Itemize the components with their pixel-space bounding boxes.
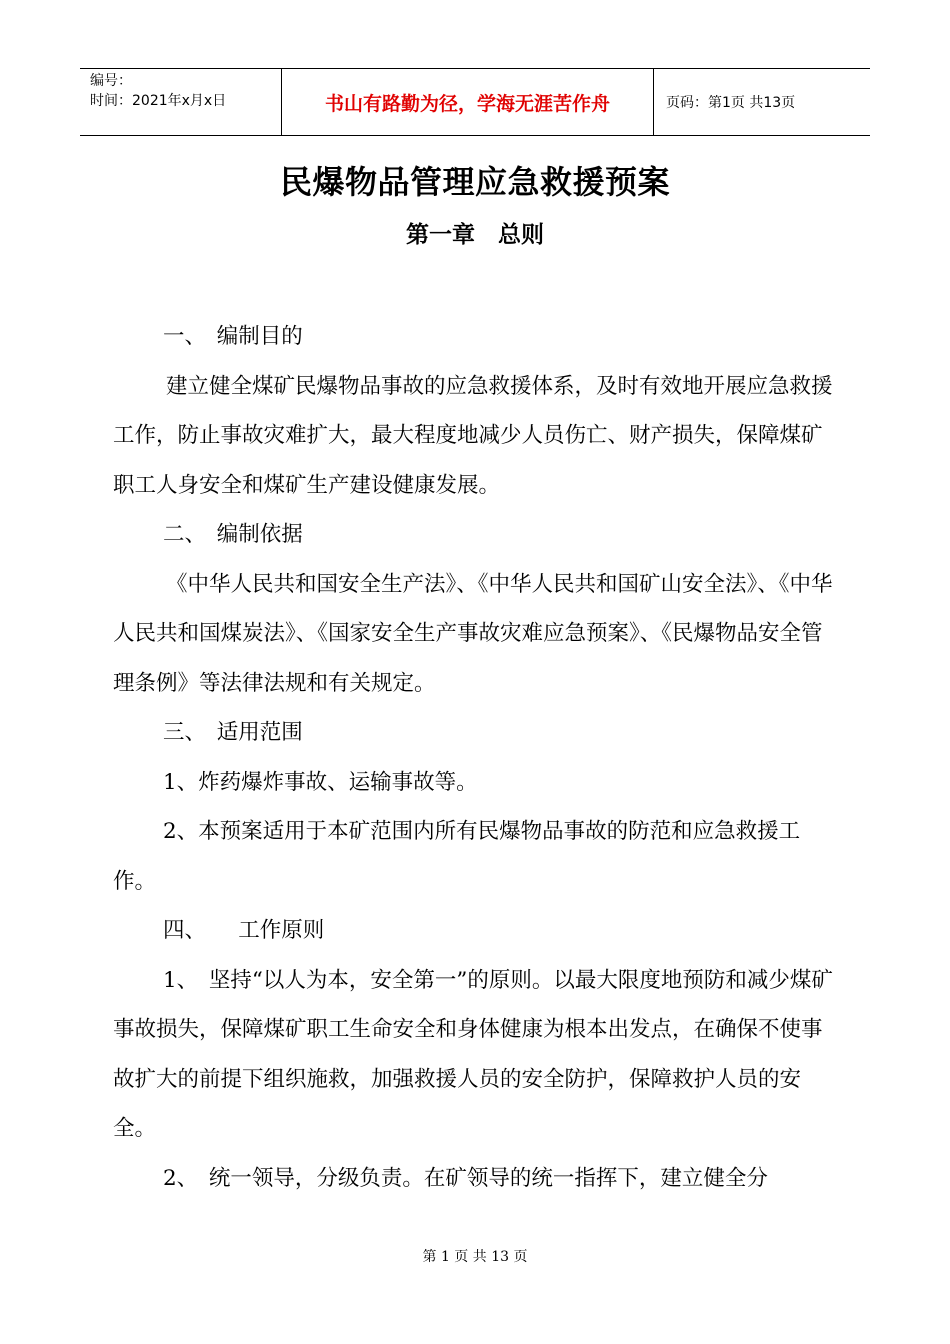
section-heading-principles: 四、 工作原则 <box>163 918 325 943</box>
header-motto: 书山有路勤为径，学海无涯苦作舟 <box>282 69 654 135</box>
document-body <box>113 312 838 1203</box>
section-heading-scope: 三、 适用范围 <box>163 720 303 745</box>
header-meta <box>80 69 282 135</box>
date-label: 时间：2021年x月x日 <box>90 93 227 109</box>
header-page-info: 页码：第1页 共13页 <box>666 95 796 111</box>
paragraph-basis: 《中华人民共和国安全生产法》、《中华人民共和国矿山安全法》、《中华人民共和国煤炭法》、《国家安全生产事故灾难应急预案》、《民爆物品安全管理条例》等法律法规和有关规定。 <box>113 571 833 696</box>
document-header <box>80 68 870 136</box>
section-heading-purpose: 一、 编制目的 <box>163 324 303 349</box>
page-footer: 第 1 页 共 13 页 <box>422 1249 528 1265</box>
section-heading-basis: 二、 编制依据 <box>163 522 303 547</box>
paragraph-purpose: 建立健全煤矿民爆物品事故的应急救援体系，及时有效地开展应急救援工作，防止事故灾难扩大，最大程度地减少人员伤亡、财产损失，保障煤矿职工人身安全和煤矿生产建设健康发展。 <box>113 373 833 498</box>
paragraph-scope-1: 1、炸药爆炸事故、运输事故等。 <box>163 769 478 795</box>
serial-label: 编号： <box>90 73 132 89</box>
paragraph-scope-2: 2、本预案适用于本矿范围内所有民爆物品事故的防范和应急救援工作。 <box>113 819 801 894</box>
paragraph-principle-1: 1、 坚持“以人为本，安全第一”的原则。以最大限度地预防和减少煤矿事故损失，保障煤矿职工生命安全和身体健康为根本出发点，在确保不使事故扩大的前提下组织施救，加强救援人员的安全防护，保障救护人员的安全。 <box>113 967 833 1141</box>
chapter-heading: 第一章 总则 <box>406 221 544 248</box>
paragraph-principle-2: 2、 统一领导，分级负责。在矿领导的统一指挥下，建立健全分 <box>163 1165 768 1191</box>
document-title: 民爆物品管理应急救援预案 <box>279 163 670 201</box>
